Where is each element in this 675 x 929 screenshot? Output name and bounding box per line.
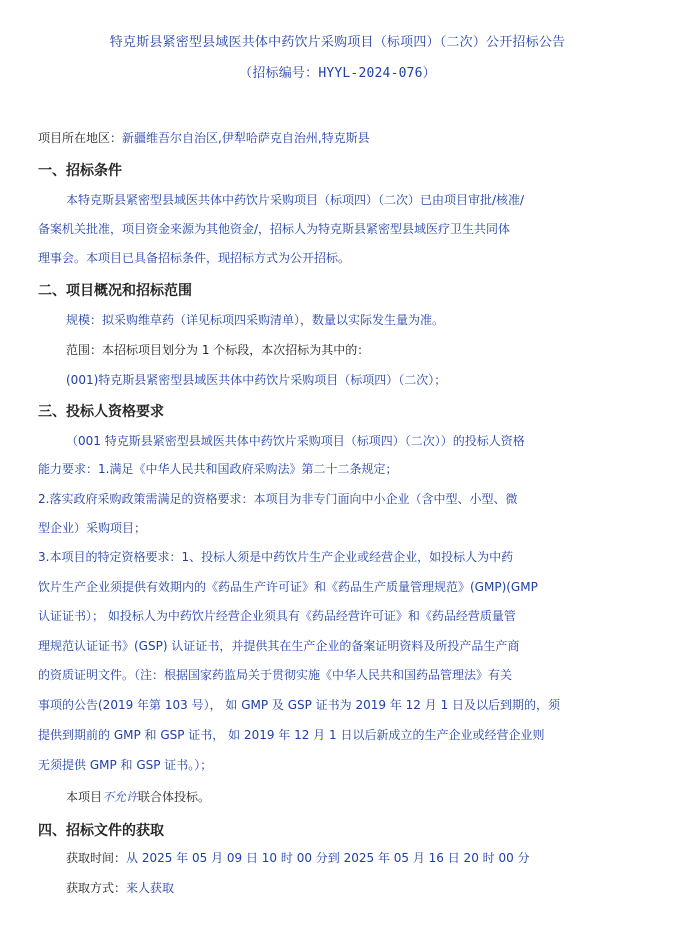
s1-paragraph-line: 理事会。本项目已具备招标条件，现招标方式为公开招标。 [38, 251, 351, 265]
s3-line: 3.本项目的特定资格要求：1、投标人须是中药饮片生产企业或经营企业，如投标人为中药 [38, 550, 514, 564]
section-3-heading: 三、投标人资格要求 [38, 404, 164, 420]
location-value: 新疆维吾尔自治区,伊犁哈萨克自治州,特克斯县 [122, 131, 370, 145]
time-label: 获取时间： [66, 851, 127, 865]
s1-paragraph-line: 本特克斯县紧密型县域医共体中药饮片采购项目（标项四）（二次）已由项目审批/核准/ [66, 193, 525, 207]
section-2-heading: 二、项目概况和招标范围 [38, 283, 192, 299]
time-value: 从 2025 年 05 月 09 日 10 时 00 分到 2025 年 05 月 16 日 20 时 00 分 [126, 851, 530, 865]
s3-line: 2.落实政府采购政策需满足的资格要求：本项目为非专门面向中小企业（含中型、小型、微 [38, 492, 518, 506]
s3-line: 提供到期前的 GMP 和 GSP 证书， 如 2019 年 12 月 1 日以后新成立的生产企业或经营企业则 [38, 728, 545, 742]
project-location [38, 131, 370, 145]
section-4-heading: 四、招标文件的获取 [38, 823, 164, 839]
s3-line: 的资质证明文件。（注：根据国家药监局关于贯彻实施《中华人民共和国药品管理法》有关 [38, 668, 513, 682]
s1-paragraph-line: 备案机关批准，项目资金来源为其他资金/，招标人为特克斯县紧密型县域医疗卫生共同体 [38, 222, 511, 236]
s3-line: 型企业）采购项目； [38, 521, 147, 535]
s2-range: 范围：本招标项目划分为 1 个标段，本次招标为其中的： [66, 343, 370, 357]
location-label: 项目所在地区： [38, 131, 123, 145]
consortium-post: 联合体投标。 [138, 790, 211, 804]
method-label: 获取方式： [66, 881, 127, 895]
s3-line: 理规范认证证书》(GSP) 认证证书，并提供其在生产企业的备案证明资料及所投产品生产商 [38, 639, 520, 653]
consortium-line [66, 790, 210, 804]
method-value: 来人获取 [126, 881, 175, 895]
consortium-status: 不允许 [102, 790, 139, 804]
s3-line: （001 特克斯县紧密型县域医共体中药饮片采购项目（标项四）（二次））的投标人资格 [66, 434, 525, 448]
s2-scale: 规模：拟采购维草药（详见标项四采购清单），数量以实际发生量为准。 [66, 313, 445, 327]
section-1-heading: 一、招标条件 [38, 163, 122, 179]
s3-line: 饮片生产企业须提供有效期内的《药品生产许可证》和《药品生产质量管理规范》(GMP)(GMP [38, 580, 538, 594]
tender-code: （招标编号：HYYL-2024-076） [239, 66, 436, 81]
consortium-pre: 本项目 [66, 790, 103, 804]
acquisition-time [66, 851, 530, 865]
s3-line: 能力要求：1.满足《中华人民共和国政府采购法》第二十二条规定； [38, 462, 398, 476]
s2-lot: (001)特克斯县紧密型县域医共体中药饮片采购项目（标项四）（二次）； [66, 373, 447, 387]
s3-line: 认证证书）； 如投标人为中药饮片经营企业须具有《药品经营许可证》和《药品经营质量管 [38, 609, 516, 623]
announcement-title: 特克斯县紧密型县域医共体中药饮片采购项目（标项四）（二次）公开招标公告 [109, 35, 566, 50]
acquisition-method [66, 881, 174, 895]
s3-line: 无须提供 GMP 和 GSP 证书。）； [38, 758, 213, 772]
s3-line: 事项的公告(2019 年第 103 号）， 如 GMP 及 GSP 证书为 2019 年 12 月 1 日及以后到期的，须 [38, 698, 561, 712]
